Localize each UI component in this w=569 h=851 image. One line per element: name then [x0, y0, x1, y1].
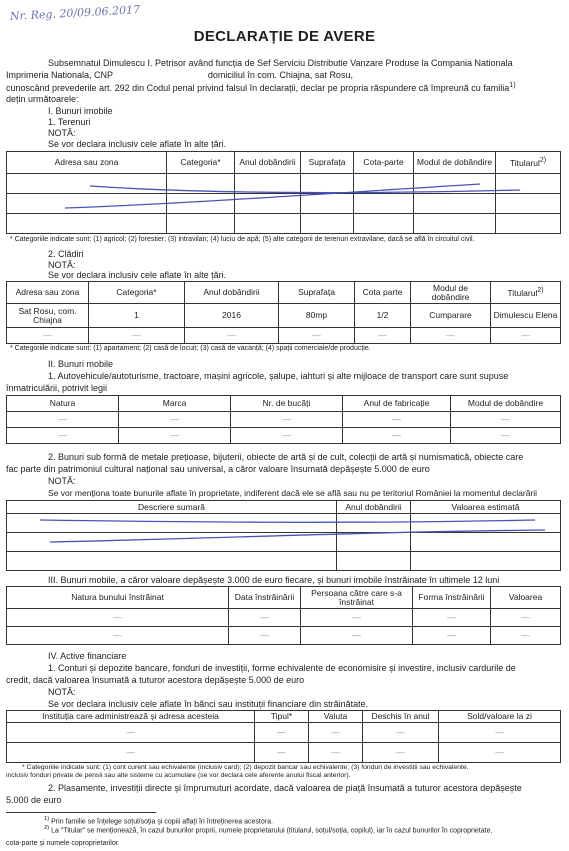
- section-heading-bunuri-mobile: II. Bunuri mobile: [48, 359, 114, 369]
- table-row: [7, 174, 561, 194]
- footer-footnote-2: $^{2)}$ La "Titular" se menționează, în cazul bunurilor proprii, numele proprietarului (titularul, soțul/soția, copilul), iar în cazul bunurilor în coproprietate,: [44, 825, 493, 835]
- nota-label: NOTĂ:: [48, 128, 76, 138]
- conturi-table: [6, 710, 561, 763]
- col-titular: [496, 152, 561, 174]
- col-valuta: Valuta: [309, 711, 363, 723]
- col-valoarea: Valoarea: [491, 587, 561, 609]
- handwritten-registration-number: Nr. Reg. 20/09.06.2017: [9, 3, 141, 23]
- col-institutia: Instituția care administrează și adresa acesteia: [7, 711, 255, 723]
- table-row: — — — — — — —: [7, 328, 561, 344]
- document-title: DECLARAȚIE DE AVERE: [193, 28, 376, 45]
- terenuri-footnote: * Categoriile indicate sunt: (1) agricol; (2) forestier; (3) intravilan; (4) luciu de apă; (5) alte categorii de terenuri extravilane, dacă se află în circuitul civil.: [10, 236, 475, 243]
- terenuri-table: [6, 151, 561, 234]
- nota-text: Se vor declara inclusiv cele aflate în alte țări.: [48, 270, 227, 280]
- col-data: Data înstrăinării: [229, 587, 301, 609]
- cell-modul: Cumparare: [411, 304, 491, 328]
- intro-line-3-text: cunoscând prevederile art. 292 din Codul penal privind falsul în declarații, declar pe propria răspundere că împreună cu familia: [6, 83, 510, 93]
- col-titular-text: Titularul: [509, 157, 540, 168]
- metale-pretioase-text-1: 2. Bunuri sub formă de metale prețioase, bijuterii, obiecte de artă și de cult, colecții de artă și numismatică, obiecte care: [48, 452, 524, 462]
- autovehicule-table: [6, 395, 561, 444]
- autovehicule-text-2: înmatriculării, potrivit legii: [6, 383, 108, 393]
- col-anul: Anul dobândirii: [235, 152, 301, 174]
- footnote-ref-2: 2): [537, 287, 544, 295]
- conturi-footnote-2: inclusiv fonduri private de pensii sau alte sisteme cu acumulare (se vor declara cele aferente anului fiscal anterior).: [6, 772, 351, 779]
- cladiri-table: [6, 281, 561, 344]
- conturi-footnote-1: * Categoriile indicate sunt: (1) cont curent sau echivalente (inclusiv card); (2) depozit bancar sau echivalente; (3) fonduri de investiții sau echivalente,: [22, 764, 469, 771]
- col-categoria: Categoria*: [89, 282, 185, 304]
- section-heading-instrainate: III. Bunuri mobile, a căror valoare depășește 3.000 de euro fiecare, și bunuri imobile înstrăinate în ultimele 12 luni: [48, 575, 500, 585]
- col-titular: [491, 282, 561, 304]
- plasamente-text-1: 2. Plasamente, investiții directe și împrumuturi acordate, dacă valoarea de piață însumată a tuturor acestora depășește: [48, 783, 522, 793]
- nota-label: NOTĂ:: [48, 687, 76, 697]
- col-cota: Cota parte: [355, 282, 411, 304]
- cell-categoria: 1: [89, 304, 185, 328]
- cell-suprafata: 80mp: [279, 304, 355, 328]
- table-row: — — — — —: [7, 743, 561, 763]
- col-anul-fabricatie: Anul de fabricație: [343, 396, 451, 412]
- col-suprafata: Suprafața: [301, 152, 354, 174]
- section-heading-active-financiare: IV. Active financiare: [48, 651, 127, 661]
- col-descriere: Descriere sumară: [7, 501, 337, 514]
- intro-line-1: Subsemnatul Dimulescu I. Petrisor având funcția de Sef Serviciu Distributie Vanzare Produse la Compania Nationala: [48, 58, 513, 68]
- col-tipul: Tipul*: [255, 711, 309, 723]
- table-row: [7, 214, 561, 234]
- footer-footnote-1: $^{1)}$ Prin familie se înțelege soțul/soția și copiii aflați în întreținerea acestora.: [44, 816, 273, 826]
- table-header-row: [7, 501, 561, 514]
- plasamente-text-2: 5.000 de euro: [6, 795, 62, 805]
- col-valoarea: Valoarea estimată: [411, 501, 561, 514]
- table-row: — — — — —: [7, 412, 561, 428]
- table-row: — — — — —: [7, 428, 561, 444]
- col-marca: Marca: [119, 396, 231, 412]
- col-categoria: Categoria*: [167, 152, 235, 174]
- table-header-row: [7, 152, 561, 174]
- intro-line-4: dețin următoarele:: [6, 94, 79, 104]
- col-forma: Forma înstrăinării: [413, 587, 491, 609]
- cell-adresa: Sat Rosu, com. Chiajna: [7, 304, 89, 328]
- footnote-divider: [6, 812, 156, 813]
- table-row: [7, 194, 561, 214]
- footer-footnote-1-text: Prin familie se înțelege soțul/soția și copiii aflați în întreținerea acestora.: [51, 818, 273, 826]
- col-natura: Natura: [7, 396, 119, 412]
- table-row: [7, 304, 561, 328]
- col-natura-bun: Natura bunului înstrăinat: [7, 587, 229, 609]
- col-nr-bucati: Nr. de bucăți: [231, 396, 343, 412]
- col-anul: Anul dobândirii: [337, 501, 411, 514]
- col-anul: Anul dobândirii: [185, 282, 279, 304]
- table-header-row: [7, 282, 561, 304]
- nota-label: NOTĂ:: [48, 476, 76, 486]
- col-persoana: Persoana către care s-a înstrăinat: [301, 587, 413, 609]
- table-row: [7, 514, 561, 533]
- col-modul: Modul de dobândire: [411, 282, 491, 304]
- nota-text: Se vor declara inclusiv cele aflate în alte țări.: [48, 139, 227, 149]
- table-header-row: [7, 587, 561, 609]
- footnote-ref-2: 2): [539, 157, 547, 165]
- table-row: [7, 533, 561, 552]
- bunuri-pretioase-table: [6, 500, 561, 571]
- col-suprafata: Suprafața: [279, 282, 355, 304]
- table-header-row: [7, 711, 561, 723]
- subsection-terenuri: 1. Terenuri: [48, 117, 91, 127]
- col-titular-text: Titularul: [507, 287, 538, 298]
- cell-anul: 2016: [185, 304, 279, 328]
- cladiri-footnote: * Categoriile indicate sunt: (1) apartament; (2) casă de locuit; (3) casă de vacanță; (4) spații comerciale/de producție.: [10, 345, 371, 352]
- conturi-text-1: 1. Conturi și depozite bancare, fonduri de investiții, forme echivalente de economisire și investire, inclusiv cardurile de: [48, 663, 516, 673]
- cell-titular: Dimulescu Elena: [491, 304, 561, 328]
- instrainate-table: [6, 586, 561, 645]
- col-adresa: Adresa sau zona: [7, 152, 167, 174]
- metale-pretioase-text-2: fac parte din patrimoniul cultural național sau universal, a căror valoare însumată depășește 5.000 de euro: [6, 464, 430, 474]
- footer-footnote-3: cota-parte și numele coproprietarilor.: [6, 840, 120, 847]
- nota-label: NOTĂ:: [48, 260, 76, 270]
- footer-footnote-2-text: La "Titular" se menționează, în cazul bunurilor proprii, numele proprietarului (titularul, soțul/soția, copilul), iar în cazul bunurilor în coproprietate,: [51, 827, 493, 835]
- autovehicule-text-1: 1. Autovehicule/autoturisme, tractoare, mașini agricole, șalupe, iahturi și alte mijloace de transport care sunt supuse: [48, 371, 509, 381]
- col-deschis: Deschis în anul: [363, 711, 439, 723]
- table-row: [7, 552, 561, 571]
- table-row: — — — — —: [7, 723, 561, 743]
- col-cota: Cota-parte: [354, 152, 414, 174]
- nota-text: Se vor declara inclusiv cele aflate în bănci sau instituții financiare din străinătate.: [48, 699, 369, 709]
- col-sold: Sold/valoare la zi: [439, 711, 561, 723]
- col-adresa: Adresa sau zona: [7, 282, 89, 304]
- col-modul: Modul de dobândire: [451, 396, 561, 412]
- footnote-ref-1: 1): [509, 82, 516, 89]
- col-modul: Modul de dobândire: [414, 152, 496, 174]
- table-row: — — — — —: [7, 609, 561, 627]
- nota-text: Se vor menționa toate bunurile aflate în proprietate, indiferent dacă ele se află sau nu pe teritoriul României la momentul declarării: [48, 488, 538, 498]
- intro-line-2: Imprimeria Nationala, CNP domiciliul în com. Chiajna, sat Rosu,: [6, 70, 353, 80]
- subsection-cladiri: 2. Clădiri: [48, 249, 84, 259]
- table-header-row: [7, 396, 561, 412]
- section-heading-bunuri-imobile: I. Bunuri imobile: [48, 106, 113, 116]
- cell-cota: 1/2: [355, 304, 411, 328]
- intro-line-3: [6, 82, 566, 95]
- table-row: — — — — —: [7, 627, 561, 645]
- conturi-text-2: credit, dacă valoarea însumată a tuturor acestora depășește 5.000 de euro: [6, 675, 305, 685]
